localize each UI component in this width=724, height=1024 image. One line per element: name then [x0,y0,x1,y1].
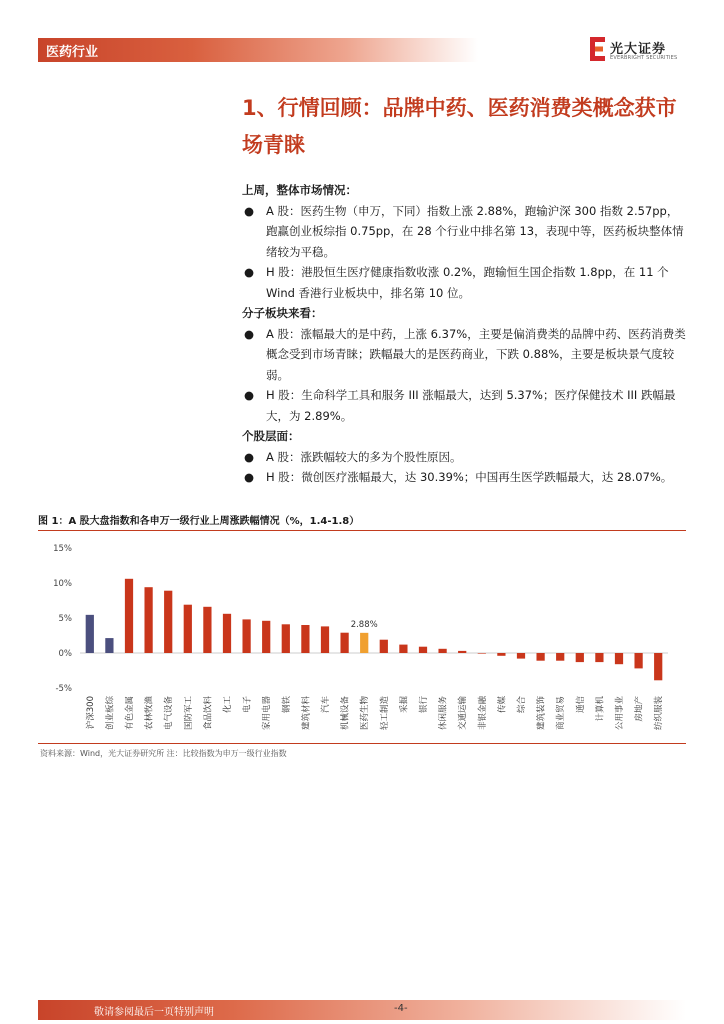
figure-source: 资料来源：Wind，光大证券研究所 注：比较指数为申万一级行业指数 [40,749,287,758]
bar-医药生物 [360,633,368,653]
x-tick-label: 汽车 [321,696,331,714]
bar-沪深300 [86,615,94,653]
y-tick-label: 10% [53,579,72,589]
bar-创业板综 [105,638,113,653]
x-tick-label: 农林牧渔 [144,696,155,731]
x-tick-label: 非银金融 [477,696,488,731]
x-tick-label: 食品饮料 [203,696,214,731]
figure-caption: 图 1：A 股大盘指数和各申万一级行业上周涨跌幅情况（%，1.4-1.8） [38,516,360,527]
list-item-text: A 股：涨跌幅较大的多为个股性原因。 [266,449,462,464]
list-item [242,324,687,386]
bar-化工 [223,614,231,653]
x-tick-label: 钢铁 [281,696,292,714]
bar-汽车 [321,626,329,653]
list-item-text: H 股：微创医疗涨幅最大，达 30.39%；中国再生医学跌幅最大，达 28.07%。 [266,470,673,484]
list-item [242,201,687,263]
y-tick-label: 0% [58,649,72,659]
bar-建筑材料 [301,625,309,653]
bullet-icon: ● [244,326,255,341]
x-tick-label: 建筑装饰 [536,696,547,731]
x-tick-label: 家用电器 [262,696,273,731]
list-item-text: A 股：涨幅最大的是中药，上涨 6.37%，主要是偏消费类的品牌中药、医药消费类概念受到市场青睐；跌幅最大的是医药商业，下跌 0.88%，主要是板块景气度较弱。 [266,326,686,382]
figure-bottom-rule [38,743,686,744]
list-item [242,447,687,468]
bullet-icon: ● [244,470,255,484]
y-tick-label: 15% [53,544,72,554]
data-label: 2.88% [350,619,378,630]
bar-通信 [576,653,584,662]
bar-电气设备 [164,591,172,653]
list-item-text: H 股：生命科学工具和服务 III 涨幅最大，达到 5.37%；医疗保健技术 III 跌幅最大，为 2.89%。 [266,388,676,423]
list-item-text: A 股：医药生物（申万，下同）指数上涨 2.88%，跑输沪深 300 指数 2.57pp，跑赢创业板综指 0.75pp，在 28 个行业中排名第 13，表现中等，医药板块整体情绪较为平稳。 [266,203,684,259]
bar-钢铁 [282,624,290,653]
logo-name: 光大证券 [610,42,667,57]
bullet-icon: ● [244,449,255,464]
bar-计算机 [595,653,603,662]
y-tick-label: 5% [58,614,72,624]
list-item-text: H 股：港股恒生医疗健康指数收涨 0.2%，跑输恒生国企指数 1.8pp，在 11 个 Wind 香港行业板块中，排名第 10 位。 [266,265,669,300]
footer-disclaimer: 敬请参阅最后一页特别声明 [94,1007,214,1018]
list-item [242,262,687,303]
header-bar [38,38,478,62]
sectors-heading: 分子板块来看： [242,306,323,320]
x-tick-label: 计算机 [595,696,606,722]
x-tick-label: 有色金属 [125,696,135,731]
bar-建筑装饰 [536,653,544,661]
bar-休闲服务 [438,649,446,653]
figure-top-rule [38,530,686,531]
x-tick-label: 医药生物 [360,696,371,731]
section-title: 1、行情回顾：品牌中药、医药消费类概念获市场青睐 [242,96,677,157]
bar-农林牧渔 [144,587,152,653]
list-item [242,385,687,426]
x-tick-label: 轻工制造 [379,696,390,731]
x-tick-label: 创业板综 [105,696,116,731]
logo-subtitle: EVERBRIGHT SECURITIES [610,55,678,61]
x-tick-label: 综合 [517,696,527,714]
logo-mark-icon [588,36,606,62]
bar-电子 [242,619,250,653]
bullet-icon: ● [244,203,255,218]
x-tick-label: 电子 [242,696,253,714]
x-tick-label: 交通运输 [458,696,469,731]
bar-有色金属 [125,579,133,653]
x-tick-label: 建筑材料 [301,696,312,731]
bar-交通运输 [458,651,466,653]
x-tick-label: 采掘 [399,696,410,714]
x-tick-label: 商业贸易 [556,696,567,731]
x-tick-label: 休闲服务 [438,696,449,731]
lastweek-heading: 上周，整体市场情况： [242,183,357,197]
bar-传媒 [497,653,505,656]
header-section-label: 医药行业 [46,45,99,60]
bar-采掘 [399,645,407,653]
bar-纺织服装 [654,653,662,680]
x-tick-label: 传媒 [497,696,508,714]
bullet-icon: ● [244,265,255,279]
bar-轻工制造 [380,640,388,653]
bar-房地产 [634,653,642,668]
stocks-heading: 个股层面： [242,429,300,443]
bar-银行 [419,647,427,653]
bar-国防军工 [184,605,192,653]
bar-公用事业 [615,653,623,664]
bar-非银金融 [478,653,486,654]
sector-returns-chart [38,536,686,742]
list-item [242,467,687,488]
bar-综合 [517,653,525,659]
x-tick-label: 纺织服装 [654,696,665,731]
report-content [242,180,687,488]
bar-食品饮料 [203,607,211,653]
x-tick-label: 机械设备 [340,696,351,731]
x-tick-label: 通信 [575,696,586,714]
bullet-icon: ● [244,388,255,402]
brand-logo [588,36,688,66]
bar-机械设备 [340,633,348,653]
x-tick-label: 房地产 [634,696,645,722]
x-tick-label: 公用事业 [615,696,625,731]
bar-家用电器 [262,621,270,653]
page-number: -4- [394,1003,408,1014]
x-tick-label: 国防军工 [183,696,194,731]
x-tick-label: 电气设备 [164,696,175,731]
bar-商业贸易 [556,653,564,661]
x-tick-label: 沪深300 [85,696,96,730]
x-tick-label: 化工 [223,696,233,714]
x-tick-label: 银行 [419,696,429,714]
y-tick-label: -5% [55,684,72,694]
